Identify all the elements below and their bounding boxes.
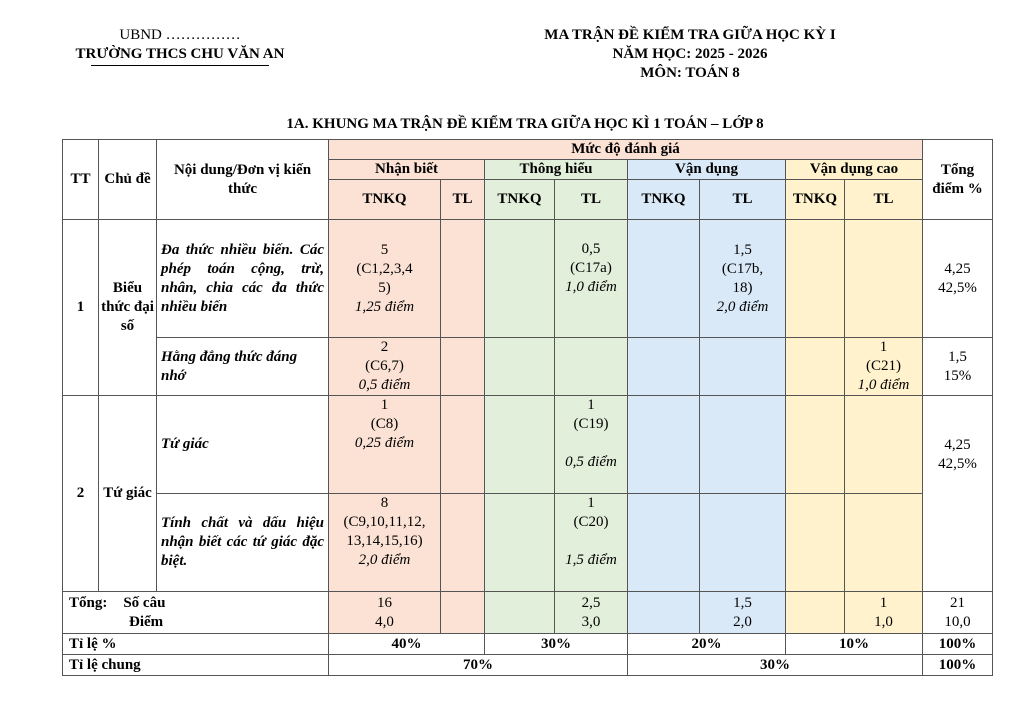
level-nhan-biet: Nhận biết <box>329 160 485 180</box>
cell-points: 0,25 điểm <box>354 435 415 451</box>
cell-vd-tnkq <box>628 220 700 338</box>
cell-vd-tl <box>700 494 786 592</box>
tile-tong: 100% <box>923 634 993 655</box>
tilechung-label: Tỉ lệ chung <box>63 655 329 676</box>
level-van-dung: Vận dụng <box>628 160 786 180</box>
header-tong-diem: Tổng điểm % <box>923 140 993 220</box>
cell-nb-tnkq <box>329 494 441 592</box>
tile-vd: 20% <box>628 634 786 655</box>
header-left <box>60 26 300 66</box>
school-name: TRƯỜNG THCS CHU VĂN AN <box>75 46 285 62</box>
total-tong: 21 10,0 <box>923 592 993 634</box>
cell-points: 1,0 điểm <box>857 377 910 393</box>
sub-header: TL <box>845 180 923 220</box>
cell-nb-tl <box>441 338 485 396</box>
cell-nb-tl <box>441 494 485 592</box>
total-label <box>63 592 329 634</box>
header-tt: TT <box>63 140 99 220</box>
cell-points: 1,0 điểm <box>565 279 617 295</box>
tile-vdc: 10% <box>786 634 923 655</box>
sub-header: TL <box>555 180 628 220</box>
cell-nb-tnkq <box>329 396 441 494</box>
cell-points: 1,5 điểm <box>565 552 617 568</box>
tile-nb: 40% <box>329 634 485 655</box>
cell-value: 1,5 (C17b, 18) <box>721 241 764 296</box>
row-tt: 2 <box>63 396 99 592</box>
cell-th-tnkq <box>485 494 555 592</box>
cell-th-tl <box>555 338 628 396</box>
row-tong: 1,5 15% <box>923 338 993 396</box>
cell-value: 1 (C21) <box>866 339 901 374</box>
row-tong: 4,25 42,5% <box>923 220 993 338</box>
tilechung-tong: 100% <box>923 655 993 676</box>
row-content: Tính chất và dấu hiệu nhận biết các tứ giác đặc biệt. <box>157 494 329 592</box>
cell-th-tnkq <box>485 396 555 494</box>
cell-vdc-tnkq <box>786 396 845 494</box>
header-noi-dung: Nội dung/Đơn vị kiến thức <box>157 140 329 220</box>
cell-value: 5 (C1,2,3,4 5) <box>356 241 413 296</box>
level-thong-hieu: Thông hiểu <box>485 160 628 180</box>
total-vdc-tnkq <box>786 592 845 634</box>
total-nb-tl <box>441 592 485 634</box>
total-label-diem: Điểm <box>129 613 164 630</box>
cell-vdc-tl <box>845 338 923 396</box>
cell-vd-tnkq <box>628 338 700 396</box>
total-th: 2,5 3,0 <box>555 592 628 634</box>
header-muc-do: Mức độ đánh giá <box>329 140 923 160</box>
cell-th-tnkq <box>485 338 555 396</box>
cell-points: 0,5 điểm <box>565 454 617 470</box>
tilechung-right: 30% <box>628 655 923 676</box>
cell-value: 1 (C20) <box>573 495 609 530</box>
header-right <box>470 26 910 83</box>
row-content: Tứ giác <box>157 396 329 494</box>
cell-points: 0,5 điểm <box>358 377 411 393</box>
cell-value: 1 (C8) <box>370 397 399 432</box>
school-underline <box>91 65 269 66</box>
cell-vdc-tl <box>845 494 923 592</box>
sub-header: TNKQ <box>628 180 700 220</box>
total-label-so-cau: Số câu <box>123 594 166 611</box>
row-tt: 1 <box>63 220 99 396</box>
cell-vd-tl <box>700 338 786 396</box>
cell-points: 2,0 điểm <box>358 552 411 568</box>
total-vd-tnkq <box>628 592 700 634</box>
doc-title: MA TRẬN ĐỀ KIỂM TRA GIỮA HỌC KỲ I <box>544 27 836 43</box>
cell-vd-tnkq <box>628 396 700 494</box>
row-content: Hằng đẳng thức đáng nhớ <box>157 338 329 396</box>
total-vdc: 1 1,0 <box>845 592 923 634</box>
cell-value: 2 (C6,7) <box>365 339 404 374</box>
cell-th-tl <box>555 494 628 592</box>
cell-points: 1,25 điểm <box>354 298 415 315</box>
section-title: 1A. KHUNG MA TRẬN ĐỀ KIỂM TRA GIỮA HỌC KÌ 1 TOÁN – LỚP 8 <box>286 116 764 132</box>
tile-label: Tỉ lệ % <box>63 634 329 655</box>
total-vd: 1,5 2,0 <box>700 592 786 634</box>
total-th-tnkq <box>485 592 555 634</box>
matrix-table <box>62 139 993 676</box>
row-chu-de: Biểu thức đại số <box>99 220 157 396</box>
sub-header: TL <box>700 180 786 220</box>
cell-th-tnkq <box>485 220 555 338</box>
cell-th-tl <box>555 396 628 494</box>
cell-nb-tl <box>441 220 485 338</box>
total-nb: 16 4,0 <box>329 592 441 634</box>
cell-points: 2,0 điểm <box>716 298 769 315</box>
total-label-tong: Tổng: <box>69 594 108 611</box>
cell-vd-tl <box>700 396 786 494</box>
cell-vdc-tl <box>845 220 923 338</box>
cell-nb-tnkq <box>329 220 441 338</box>
header-chu-de: Chủ đề <box>99 140 157 220</box>
level-van-dung-cao: Vận dụng cao <box>786 160 923 180</box>
tilechung-left: 70% <box>329 655 628 676</box>
cell-value: 0,5 (C17a) <box>570 241 612 276</box>
subject: MÔN: TOÁN 8 <box>640 65 740 81</box>
cell-vdc-tl <box>845 396 923 494</box>
cell-vd-tnkq <box>628 494 700 592</box>
cell-nb-tl <box>441 396 485 494</box>
row-content: Đa thức nhiều biến. Các phép toán cộng, trừ, nhân, chia các đa thức nhiều biến <box>157 220 329 338</box>
cell-vdc-tnkq <box>786 494 845 592</box>
sub-header: TNKQ <box>329 180 441 220</box>
tile-th: 30% <box>485 634 628 655</box>
sub-header: TNKQ <box>485 180 555 220</box>
cell-nb-tnkq <box>329 338 441 396</box>
cell-value: 8 (C9,10,11,12, 13,14,15,16) <box>343 495 426 549</box>
sub-header: TNKQ <box>786 180 845 220</box>
cell-th-tl <box>555 220 628 338</box>
ubnd-line: UBND …………… <box>119 27 241 43</box>
school-year: NĂM HỌC: 2025 - 2026 <box>612 46 768 62</box>
cell-vdc-tnkq <box>786 338 845 396</box>
cell-vdc-tnkq <box>786 220 845 338</box>
cell-value: 1 (C19) <box>573 397 609 432</box>
cell-vd-tl <box>700 220 786 338</box>
row-tong: 4,25 42,5% <box>923 396 993 592</box>
sub-header: TL <box>441 180 485 220</box>
row-chu-de: Tứ giác <box>99 396 157 592</box>
